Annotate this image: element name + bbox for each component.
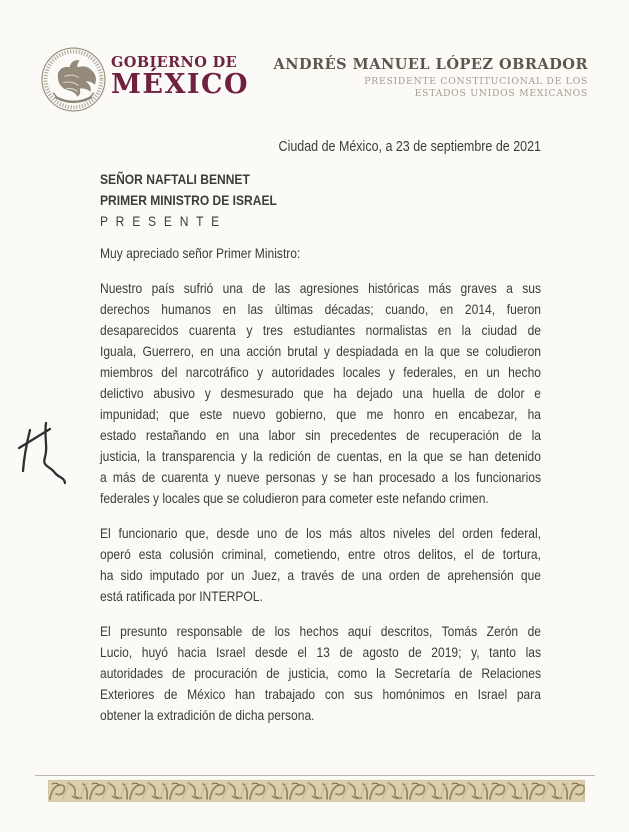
text-line: impunidad; que este nuevo gobierno, que me honro en encabezar, ha — [100, 406, 541, 422]
brand-line1: GOBIERNO DE — [111, 54, 238, 71]
president-title-line1: PRESIDENTE CONSTITUCIONAL DE LOS — [364, 76, 588, 87]
brand-wordmark — [111, 55, 249, 98]
text-line: federales y locales que se coludieron para cometer este nefando crimen. — [100, 490, 489, 506]
dateline: Ciudad de México, a 23 de septiembre de 2021 — [278, 139, 541, 155]
paragraph — [100, 278, 541, 509]
mexico-coat-of-arms-seal — [40, 46, 107, 113]
aztec-greca-pattern-band — [48, 780, 585, 802]
recipient-block — [100, 169, 541, 232]
text-line: Nuestro país sufrió una de las agresiones históricas más graves a sus — [100, 280, 541, 296]
letterhead — [40, 46, 588, 113]
text-line: está ratificada por INTERPOL. — [100, 588, 263, 604]
recipient-presente: P R E S E N T E — [100, 213, 222, 229]
paragraph — [100, 523, 541, 607]
text-line: El funcionario que, desde uno de los más altos niveles del orden federal, — [100, 525, 541, 541]
text-line: estado restañando en una labor sin precedentes de recuperación de la — [100, 427, 541, 443]
text-line: Iguala, Guerrero, en una acción brutal y despiadada en la que se coludieron — [100, 343, 541, 359]
text-line: miembros del narcotráfico y autoridades locales y federales, en un hecho — [100, 364, 541, 380]
text-line: El presunto responsable de los hechos aquí descritos, Tomás Zerón de — [100, 623, 541, 639]
text-line: Lucio, huyó hacia Israel desde el 13 de agosto de 2019; y, tanto las — [100, 644, 541, 660]
recipient-title: PRIMER MINISTRO DE ISRAEL — [100, 192, 277, 208]
president-block — [273, 56, 588, 99]
letter-content — [100, 137, 541, 740]
text-line: desaparecidos cuarenta y tres estudiantes normalistas en la ciudad de — [100, 322, 541, 338]
paragraph — [100, 621, 541, 726]
president-name: ANDRÉS MANUEL LÓPEZ OBRADOR — [273, 56, 588, 73]
text-line: derechos humanos en las últimas décadas; cuando, en 2014, fueron — [100, 301, 541, 317]
footer-rule — [35, 775, 595, 776]
handwritten-initial-mark — [15, 417, 71, 487]
salutation: Muy apreciado señor Primer Ministro: — [100, 245, 301, 261]
text-line: a más de cuarenta y nueve personas y se han procesado a los funcionarios — [100, 469, 541, 485]
text-line: justicia, la transparencia y la redición de cuentas, en la que se han detenido — [100, 448, 541, 464]
text-line: ha sido imputado por un Juez, a través de una orden de aprehensión que — [100, 567, 541, 583]
text-line: operó esta colusión criminal, cometiendo, entre otros delitos, el de tortura, — [100, 546, 541, 562]
text-line: autoridades de procuración de justicia, como la Secretaría de Relaciones — [100, 665, 541, 681]
president-title-line2: ESTADOS UNIDOS MEXICANOS — [414, 87, 588, 99]
text-line: Exteriores de México han trabajado con sus homónimos en Israel para — [100, 686, 541, 702]
recipient-name: SEÑOR NAFTALI BENNET — [100, 171, 250, 187]
brand-line2: MÉXICO — [111, 69, 250, 100]
government-brand — [40, 46, 249, 113]
text-line: delictivo abusivo y desmesurado que ha dejado una huella de dolor e — [100, 385, 541, 401]
letter-body — [100, 278, 541, 726]
text-line: obtener la extradición de dicha persona. — [100, 707, 315, 723]
